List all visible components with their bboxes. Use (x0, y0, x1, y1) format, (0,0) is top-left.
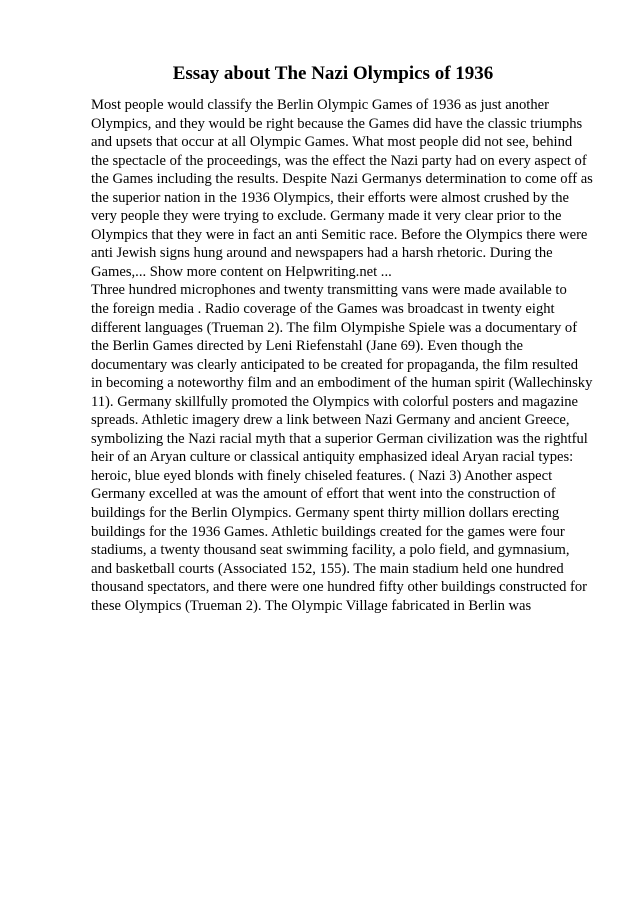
text-line: very people they were trying to exclude. Germany made it very clear prior to the (91, 208, 562, 225)
text-line: the foreign media . Radio coverage of the Games was broadcast in twenty eight (91, 301, 555, 318)
text-line: and upsets that occur at all Olympic Games. What most people did not see, behind (91, 134, 573, 151)
text-line: the Games including the results. Despite Nazi Germanys determination to come off as (91, 171, 593, 188)
text-line: Olympics, and they would be right because the Games did have the classic triumphs (91, 115, 583, 132)
text-line: the superior nation in the 1936 Olympics, their efforts were almost crushed by the (91, 189, 569, 206)
document-title: Essay about The Nazi Olympics of 1936 (172, 63, 494, 84)
text-line: Germany excelled at was the amount of effort that went into the construction of (91, 486, 556, 503)
text-line: heroic, blue eyed blonds with finely chiseled features. ( Nazi 3) Another aspect (91, 467, 553, 484)
essay-body (91, 96, 611, 615)
text-line: Most people would classify the Berlin Olympic Games of 1936 as just another (91, 97, 550, 113)
text-line: buildings for the 1936 Games. Athletic buildings created for the games were four (91, 523, 565, 540)
text-line: the spectacle of the proceedings, was the effect the Nazi party had on every aspect of (91, 152, 587, 169)
text-line: stadiums, a twenty thousand seat swimming facility, a polo field, and gymnasium, (91, 542, 570, 559)
text-line: thousand spectators, and there were one hundred fifty other buildings constructed for (91, 579, 588, 596)
text-line: Games,... Show more content on Helpwriting.net ... (91, 263, 392, 280)
text-line: in becoming a noteworthy film and an embodiment of the human spirit (Wallechinsky (91, 375, 593, 392)
text-line: anti Jewish signs hung around and newspapers had a harsh rhetoric. During the (91, 245, 553, 262)
text-line: spreads. Athletic imagery drew a link between Nazi Germany and ancient Greece, (91, 412, 570, 429)
text-line: symbolizing the Nazi racial myth that a superior German civilization was the rightful (91, 430, 588, 447)
text-line: Olympics that they were in fact an anti Semitic race. Before the Olympics there were (91, 226, 588, 243)
text-line: documentary was clearly anticipated to be created for propaganda, the film resulted (91, 356, 579, 373)
text-line: 11). Germany skillfully promoted the Olympics with colorful posters and magazine (91, 393, 579, 410)
text-line: the Berlin Games directed by Leni Riefenstahl (Jane 69). Even though the (91, 338, 524, 355)
text-line: Three hundred microphones and twenty transmitting vans were made available to (91, 282, 567, 299)
text-line: different languages (Trueman 2). The film Olympishe Spiele was a documentary of (91, 319, 578, 336)
text-line: heir of an Aryan culture or classical antiquity emphasized ideal Aryan racial types: (91, 449, 574, 466)
text-line: buildings for the Berlin Olympics. Germany spent thirty million dollars erecting (91, 505, 560, 522)
text-line: these Olympics (Trueman 2). The Olympic Village fabricated in Berlin was (91, 597, 532, 614)
text-line: and basketball courts (Associated 152, 155). The main stadium held one hundred (91, 560, 564, 577)
